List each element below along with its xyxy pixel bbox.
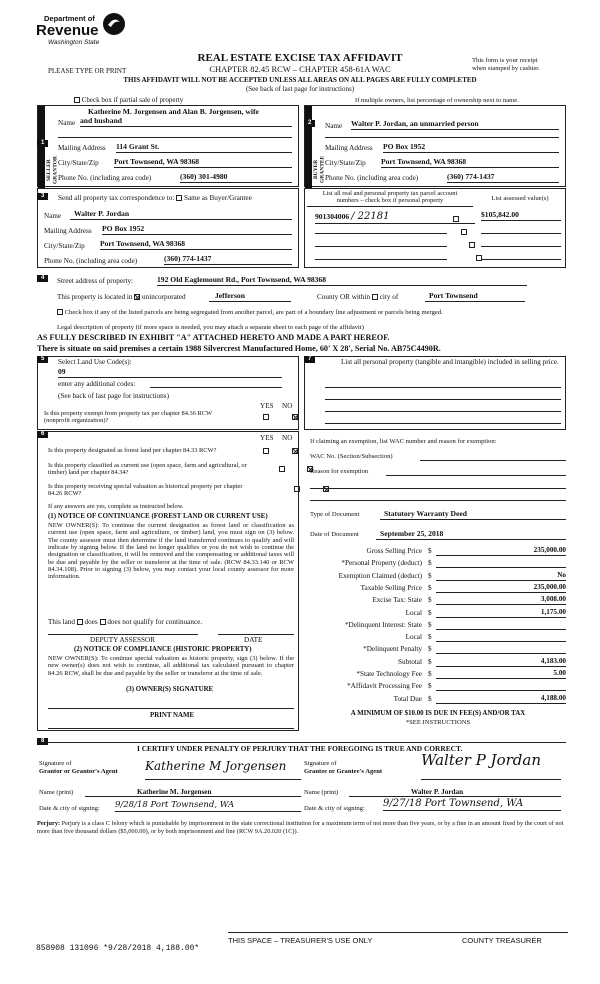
tax-row-label: Exemption Claimed (deduct): [338, 571, 422, 580]
personal-property-line-3[interactable]: [325, 411, 561, 412]
doc-date[interactable]: September 25, 2018: [376, 530, 566, 540]
tax-row-value[interactable]: [436, 681, 566, 691]
city-of-checkbox[interactable]: [372, 294, 378, 300]
land-use-code[interactable]: 09: [58, 368, 282, 378]
dollar-sign: $: [428, 559, 432, 568]
dollar-sign: $: [428, 682, 432, 691]
additional-codes-label: enter any additional codes:: [58, 380, 136, 388]
tax-row-value[interactable]: [436, 644, 566, 654]
tax-row-value[interactable]: 1,175.00: [436, 608, 566, 618]
exemption-reason-field[interactable]: [386, 475, 566, 476]
tax-calculation-table: [310, 546, 566, 726]
section-6-number: 6: [37, 431, 48, 438]
parcel-row-4[interactable]: [315, 259, 447, 260]
assessor-date-line[interactable]: [218, 634, 294, 635]
tax-row: [310, 558, 566, 570]
buyer-city-label: City/State/Zip: [325, 159, 366, 167]
tax-row: [310, 681, 566, 693]
street-address[interactable]: 192 Old Eaglemount Rd., Port Townsend, WA 98368: [157, 276, 527, 286]
logo-line1: Department of: [44, 14, 95, 23]
exemption-reason-line-2[interactable]: [310, 488, 566, 489]
grantor-sig-label-1: Signature of: [39, 760, 72, 767]
tax-row-value[interactable]: [436, 558, 566, 568]
parcel-row-2[interactable]: [315, 233, 447, 234]
does-qualify-checkbox[interactable]: [77, 619, 83, 625]
unincorporated-checkbox[interactable]: [134, 294, 140, 300]
tax-row-label: Gross Selling Price: [366, 547, 422, 555]
same-as-buyer-checkbox[interactable]: [176, 195, 182, 201]
tax-row-label: Local: [405, 608, 422, 617]
tax-row-value[interactable]: [436, 632, 566, 642]
form-subtitle: CHAPTER 82.45 RCW – CHAPTER 458-61A WAC: [209, 64, 391, 74]
section-5-land-use: [37, 356, 299, 430]
doc-type-label: Type of Document: [310, 511, 360, 518]
buyer-phone[interactable]: (360) 774-1437: [447, 173, 559, 183]
receipt-line2: when stamped by cashier.: [472, 64, 540, 72]
tax-row: [310, 657, 566, 669]
q1-no-checkbox[interactable]: [292, 448, 298, 454]
completion-notice: THIS AFFIDAVIT WILL NOT BE ACCEPTED UNLESS ALL AREAS ON ALL PAGES ARE FULLY COMPLETED: [123, 76, 477, 84]
section-7-number: 7: [304, 356, 315, 363]
dollar-sign: $: [428, 694, 432, 703]
minimum-fee-note: A MINIMUM OF $10.00 IS DUE IN FEE(S) AND/OR TAX: [350, 710, 526, 717]
legal-line2: There is situate on said premises a certain 1988 Silvercrest Manufactured Home, 60' X 28', Serial No. AB75C4490R.: [37, 344, 441, 353]
same-as-buyer-label: Same as Buyer/Grantee: [183, 194, 252, 202]
tax-row: [310, 546, 566, 558]
logo-line3: Washington State: [48, 39, 100, 46]
section-3-number: 3: [37, 193, 48, 200]
treasurer-rule: [228, 932, 568, 933]
land-use-yes: YES: [260, 402, 274, 410]
notice-2-text: NEW OWNER(S): To continue special valuation as historic property, sign (3) below. If the new owner(s) does not wish to continue, all additional tax calculated pursuant to chapter 84.26 RCW, shall be due and payable by the seller or transferor at the time of sale.: [48, 655, 294, 677]
section-8-number: 8: [37, 738, 48, 745]
seller-mailing-label: Mailing Address: [58, 144, 106, 152]
unincorporated-label: unincorporated: [142, 293, 186, 301]
deputy-assessor-label: DEPUTY ASSESSOR: [90, 636, 156, 644]
form-title: REAL ESTATE EXCISE TAX AFFIDAVIT: [197, 52, 403, 64]
grantor-name-label: Name (print): [39, 789, 74, 796]
dollar-sign: $: [428, 657, 432, 666]
personal-property-line-2[interactable]: [325, 399, 561, 400]
parcel-header: [307, 190, 473, 207]
segregated-row: [57, 309, 562, 317]
tax-row-value[interactable]: 235,000.00: [436, 546, 566, 556]
tax-row-label: *Delinquent Interest: State: [344, 620, 422, 629]
owner-signature-label: (3) OWNER(S) SIGNATURE: [126, 686, 214, 693]
swoosh-icon: [102, 12, 126, 36]
correspondence-label: Send all property tax correspondence to:: [58, 194, 175, 202]
tax-row: [310, 571, 566, 583]
tax-row-label: Local: [405, 633, 422, 642]
perjury-label: Perjury:: [37, 820, 61, 827]
tax-row: [310, 595, 566, 607]
treasurer-space-label: THIS SPACE – TREASURER'S USE ONLY: [228, 936, 373, 945]
buyer-phone-label: Phone No. (including area code): [325, 174, 419, 182]
grantor-date-city[interactable]: 9/28/18 Port Townsend, WA: [115, 801, 301, 812]
exempt-no-checkbox[interactable]: [292, 414, 298, 420]
notice-2-title: (2) NOTICE OF COMPLIANCE (HISTORIC PROPERTY): [74, 646, 252, 653]
partial-sale-checkbox[interactable]: [74, 97, 80, 103]
seller-city[interactable]: Port Townsend, WA 98368: [114, 158, 292, 168]
county-treasurer-label: COUNTY TREASURER: [462, 936, 542, 945]
parcel-number-typed: 901304006: [315, 212, 350, 221]
seller-name-blank[interactable]: [58, 137, 292, 138]
tax-row: [310, 669, 566, 681]
corr-city-label: City/State/Zip: [44, 242, 85, 250]
exemption-reason-label: Reason for exemption: [310, 468, 369, 475]
grantor-name-print[interactable]: Katherine M. Jorgensen: [85, 788, 301, 797]
perjury-text: Perjury is a class C felony which is punishable by imprisonment in the state correctional institution for a maximum term of not more than five years, or by a fine in an amount fixed by the court of not more than five thousand dollars ($5,000.00), or by both imprisonment and fine (RCW 9A.20.020 (1C)).: [37, 820, 564, 835]
see-instructions-note: *SEE INSTRUCTIONS: [405, 719, 471, 726]
tax-row-label: Total Due: [393, 694, 422, 703]
q1-yes-checkbox[interactable]: [263, 448, 269, 454]
partial-sale-label: Check box if partial sale of property: [81, 96, 184, 104]
tax-row: [310, 632, 566, 644]
tax-row-value[interactable]: [436, 620, 566, 630]
exempt-question: Is this property exempt from property tax per chapter 84.36 RCW (nonprofit organization)?: [44, 410, 212, 425]
correspondence-label-row: [58, 194, 252, 202]
personal-property-label: List all personal property (tangible and intangible) included in selling price.: [341, 358, 559, 366]
does-not-qualify-checkbox[interactable]: [100, 619, 106, 625]
q3-yes-checkbox[interactable]: [294, 486, 300, 492]
certify-statement: I CERTIFY UNDER PENALTY OF PERJURY THAT THE FOREGOING IS TRUE AND CORRECT.: [137, 744, 463, 753]
personal-property-line-1[interactable]: [325, 387, 561, 388]
tax-row-value[interactable]: 4,188.00: [436, 694, 566, 704]
assessor-date-label: DATE: [244, 636, 263, 644]
section-1-number: 1: [37, 140, 48, 147]
assessed-value[interactable]: $105,842.00: [481, 211, 561, 221]
tax-row: [310, 620, 566, 632]
assessed-row-4[interactable]: [481, 259, 561, 260]
doc-date-label: Date of Document: [310, 531, 359, 538]
grantor-signature[interactable]: Katherine M Jorgensen: [145, 760, 301, 780]
tax-row-label: *Personal Property (deduct): [341, 559, 422, 568]
parcel-number[interactable]: [315, 211, 475, 224]
please-type: PLEASE TYPE OR PRINT: [48, 67, 127, 75]
receipt-line1: This form is your receipt: [472, 57, 538, 64]
tax-row: [310, 583, 566, 595]
print-name-line[interactable]: [48, 728, 294, 729]
section-5-number: 5: [37, 356, 48, 363]
tax-row-value[interactable]: 4,183.00: [436, 657, 566, 667]
tax-row-label: *Delinquent Penalty: [363, 645, 422, 654]
dollar-sign: $: [428, 608, 432, 617]
grantee-sig-label-1: Signature of: [304, 760, 337, 767]
seller-name-line2[interactable]: and husband: [80, 117, 292, 127]
tax-row-value[interactable]: 5.00: [436, 669, 566, 679]
grantee-sig-label-2: Grantee or Grantee's Agent: [304, 767, 383, 775]
section-2-buyer: [304, 105, 566, 187]
buyer-name[interactable]: Walter P. Jordan, an unmarried person: [351, 120, 559, 130]
parcel-header-line1: List all real and personal property tax parcel account: [322, 190, 458, 197]
parcel-personal-checkbox-2[interactable]: [461, 229, 467, 235]
multiple-owners-note: If multiple owners, list percentage of ownership next to name.: [355, 97, 519, 104]
tax-row: [310, 644, 566, 656]
seller-name-line1: Katherine M. Jorgensen and Alan B. Jorgensen, wife: [88, 107, 259, 116]
does-label: does: [84, 618, 98, 626]
this-land-label: This land: [48, 618, 75, 626]
county-value[interactable]: Jefferson: [209, 292, 291, 302]
section-7-personal-property: [304, 356, 566, 430]
exempt-yes-checkbox[interactable]: [263, 414, 269, 420]
tax-row-label: *State Technology Fee: [356, 670, 422, 678]
parcel-header-line2: numbers – check box if personal property: [336, 197, 444, 205]
legal-label: Legal description of property (if more space is needed, you may attach a separate sheet to each page of the affidavit): [57, 324, 364, 331]
dollar-sign: $: [428, 645, 432, 654]
section-4-number: 4: [37, 275, 48, 282]
grantor-sig-label-2: Grantor or Grantor's Agent: [39, 767, 118, 775]
tax-row: [310, 608, 566, 620]
parcel-row-3[interactable]: [315, 246, 447, 247]
section-1-seller: [37, 105, 299, 187]
forest-q3: Is this property receiving special valuation as historical property per chapter 84.26 RCW?: [48, 483, 243, 498]
corr-city[interactable]: Port Townsend, WA 98368: [100, 240, 292, 250]
corr-phone-label: Phone No. (including area code): [44, 257, 138, 265]
cashier-stamp: 858908 131096 *9/28/2018 4,188.00*: [36, 944, 200, 953]
wac-label: WAC No. (Section/Subsection): [310, 453, 393, 460]
document-block: [310, 509, 566, 539]
exemption-block: [310, 436, 566, 506]
forest-q1: Is this property designated as forest land per chapter 84.33 RCW?: [48, 447, 217, 454]
tax-row-value[interactable]: No: [436, 571, 566, 581]
dollar-sign: $: [428, 547, 432, 555]
doc-type[interactable]: Statutory Warranty Deed: [380, 510, 566, 520]
dor-logo: [36, 12, 128, 50]
seller-mailing[interactable]: 114 Grant St.: [116, 143, 292, 153]
buyer-name-label: Name: [325, 122, 343, 130]
notice-1-text: NEW OWNER(S): To continue the current designation as forest land or classification as current use (open space, farm and agriculture, or timber) land, you must sign on (3) below. The county assessor must then determine if the land transferred continues to qualify and will indicate by signing below. If the land no longer qualifies or you do not wish to continue the designation or classification, it will be removed and the compensating or additional taxes will be due and payable by the seller or transferor at the time of sale. (RCW 84.33.140 or RCW 84.34.108). Prior to signing (3) below, you may contact your local county assessor for more information.: [48, 522, 294, 581]
buyer-name-blank[interactable]: [325, 137, 559, 138]
forest-q2: Is this property classified as current use (open space, farm and agricultural, or timber) land per chapter 84.34?: [48, 462, 247, 477]
section-2-number: 2: [304, 120, 315, 127]
assessed-header: List assessed value(s): [491, 195, 549, 202]
qualify-row: [48, 618, 202, 626]
does-not-label: does not qualify for continuance.: [107, 618, 203, 626]
legal-line1: AS FULLY DESCRIBED IN EXHIBIT "A" ATTACHED HERETO AND MADE A PART HEREOF.: [37, 333, 390, 342]
personal-property-line-4[interactable]: [325, 423, 561, 424]
tax-row-label: Subtotal: [398, 657, 422, 666]
tax-row-label: *Affidavit Processing Fee: [347, 682, 422, 691]
grantor-date-label: Date & city of signing:: [39, 805, 100, 812]
section-3-correspondence: [37, 188, 299, 268]
tax-row: [310, 694, 566, 706]
parcel-personal-checkbox-3[interactable]: [469, 242, 475, 248]
section-4-property: [37, 274, 566, 354]
seller-city-label: City/State/Zip: [58, 159, 99, 167]
assessed-row-3[interactable]: [481, 246, 561, 247]
corr-phone[interactable]: (360) 774-1437: [164, 255, 292, 265]
forest-yes: YES: [260, 434, 274, 442]
segregated-checkbox[interactable]: [57, 309, 63, 315]
street-label: Street address of property:: [57, 277, 134, 285]
exemption-reason-line-3[interactable]: [310, 500, 566, 501]
grantee-name-print[interactable]: Walter P. Jordan: [349, 788, 561, 797]
tax-row-label: Excise Tax: State: [372, 596, 422, 605]
grantee-date-label: Date & city of signing:: [304, 805, 365, 812]
land-use-label: Select Land Use Code(s):: [58, 358, 132, 366]
buyer-vertical-label: BUYER GRANTEE: [313, 155, 326, 183]
partial-sale-row: [74, 96, 183, 104]
dollar-sign: $: [428, 620, 432, 629]
segregated-label: Check box if any of the listed parcels are being segregated from another parcel, are part of a boundary line adjustment or parcels being merged.: [64, 309, 443, 316]
land-use-see-back: (See back of last page for instructions): [58, 392, 169, 400]
city-value[interactable]: Port Townsend: [425, 292, 525, 302]
grantee-sig-label: [304, 760, 382, 775]
buyer-mailing-label: Mailing Address: [325, 144, 373, 152]
county-label-row: [317, 293, 398, 301]
buyer-city[interactable]: Port Townsend, WA 98368: [381, 158, 559, 168]
parcel-personal-checkbox-1[interactable]: [453, 216, 459, 222]
deputy-assessor-line[interactable]: [48, 634, 198, 635]
assessed-row-2[interactable]: [481, 233, 561, 234]
grantee-name-label: Name (print): [304, 789, 339, 796]
corr-mailing[interactable]: PO Box 1952: [102, 225, 292, 235]
logo-line2: Revenue: [36, 22, 99, 39]
city-of-label: city of: [379, 293, 399, 301]
seller-phone-label: Phone No. (including area code): [58, 174, 152, 182]
corr-name[interactable]: Walter P. Jordan: [70, 210, 292, 220]
notice-1-title: (1) NOTICE OF CONTINUANCE (FOREST LAND OR CURRENT USE): [48, 513, 268, 520]
perjury-note: [37, 820, 566, 835]
section-8-rule: [37, 742, 566, 743]
seller-phone[interactable]: (360) 301-4980: [180, 173, 292, 183]
forest-no: NO: [282, 434, 293, 442]
see-back-note: (See back of last page for instructions): [245, 85, 355, 93]
seller-name-label: Name: [58, 119, 76, 127]
county-label: County OR within: [317, 293, 371, 301]
section-6-forest: [37, 431, 299, 731]
dollar-sign: $: [428, 596, 432, 605]
dollar-sign: $: [428, 670, 432, 678]
parcel-list: [304, 188, 566, 268]
if-yes-note: If any answers are yes, complete as instructed below.: [48, 503, 184, 510]
grantee-date-city[interactable]: 9/27/18 Port Townsend, WA: [383, 798, 561, 811]
tax-row-value[interactable]: 3,008.00: [436, 595, 566, 605]
receipt-note: [472, 57, 540, 72]
corr-name-label: Name: [44, 212, 62, 220]
dollar-sign: $: [428, 571, 432, 580]
exemption-claim-label: If claiming an exemption, list WAC number and reason for exemption:: [310, 438, 497, 445]
section-2-bar: [305, 106, 312, 188]
parcel-number-handwritten: / 22181: [351, 211, 390, 222]
grantee-signature[interactable]: Walter P Jordan: [421, 752, 561, 780]
dollar-sign: $: [428, 583, 432, 592]
corr-mailing-label: Mailing Address: [44, 227, 92, 235]
tax-row-value[interactable]: 235,000.00: [436, 583, 566, 593]
wac-field[interactable]: [420, 460, 566, 461]
section-8-certify: [37, 738, 566, 846]
additional-codes-field[interactable]: [150, 387, 282, 388]
dollar-sign: $: [428, 633, 432, 642]
q2-yes-checkbox[interactable]: [279, 466, 285, 472]
buyer-mailing[interactable]: PO Box 1952: [383, 143, 559, 153]
print-name-label: PRINT NAME: [150, 712, 195, 719]
land-use-no: NO: [282, 402, 293, 410]
tax-row-label: Taxable Selling Price: [360, 583, 422, 592]
located-label: This property is located in: [57, 293, 133, 301]
section-1-bar: [38, 106, 45, 188]
owner-signature-line[interactable]: [48, 708, 294, 709]
grantor-sig-label: [39, 760, 118, 775]
seller-vertical-label: SELLER GRANTOR: [46, 156, 59, 185]
